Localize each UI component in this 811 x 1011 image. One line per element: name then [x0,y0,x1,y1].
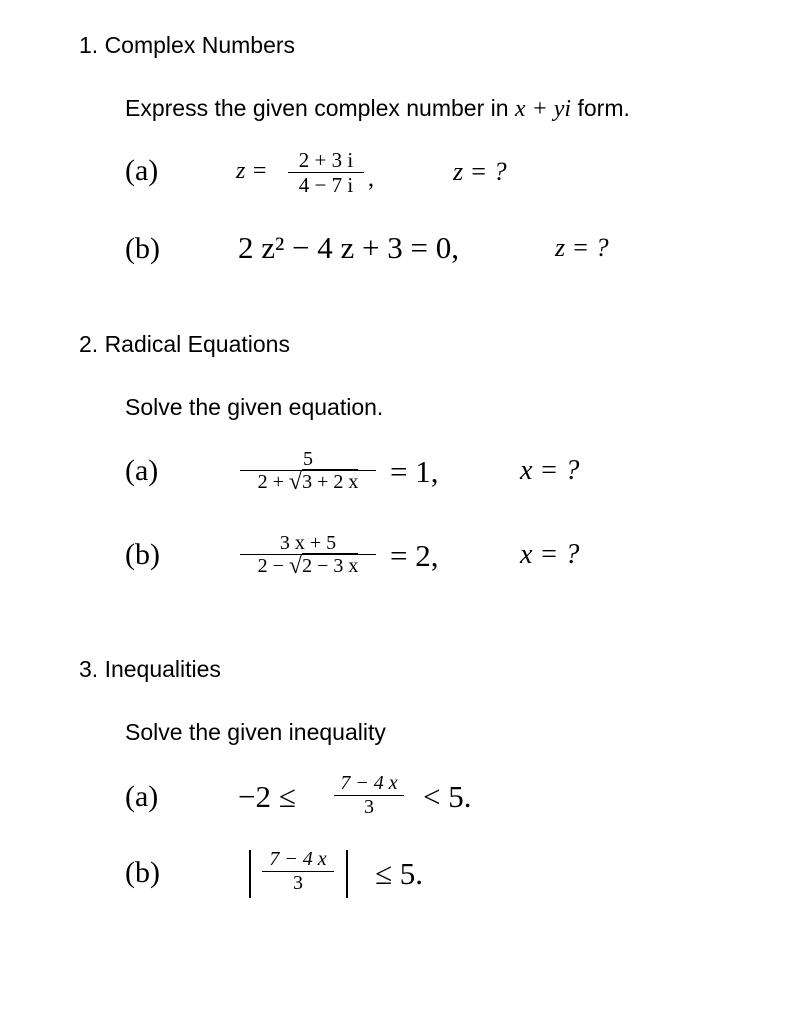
problem-3a-fraction [334,772,404,819]
fraction-numerator: 3 x + 5 [279,532,337,554]
radicand: 2 − 3 x [302,555,359,577]
problem-1a-label: (a) [125,154,159,187]
problem-1b-equation: 2 z² − 4 z + 3 = 0, [238,230,460,265]
problem-2b-ask: x = ? [520,539,580,570]
section-1-heading: 1. Complex Numbers [79,32,296,58]
problem-2b-label: (b) [125,538,160,571]
denominator-prefix: 2 + [257,471,284,493]
problem-1b-ask: z = ? [555,233,609,262]
denominator-prefix: 2 − [257,555,284,577]
problem-3b-label: (b) [125,856,160,889]
absolute-value-left-bar [249,850,251,898]
problem-1a-ask: z = ? [453,157,507,186]
problem-1a-comma: , [368,166,374,192]
radical-sign: √ [288,553,303,579]
problem-2a-fraction [240,448,376,493]
fraction-numerator: 7 − 4 x [340,772,398,794]
section-3-instruction: Solve the given inequality [125,719,386,745]
fraction-denominator [240,555,376,577]
problem-1b-label: (b) [125,232,160,265]
fraction-denominator: 3 [364,796,374,818]
absolute-value-right-bar [346,850,348,898]
fraction-denominator [240,471,376,493]
section-2-heading: 2. Radical Equations [79,331,290,357]
problem-1a-fraction [288,148,364,197]
problem-2b-fraction [240,532,376,577]
instruction-end: form. [577,95,630,121]
instruction-text: Express the given complex number in [125,95,509,121]
problem-2a-ask: x = ? [520,455,580,486]
square-root [289,555,358,577]
section-2-instruction: Solve the given equation. [125,394,384,420]
fraction-numerator: 5 [303,448,313,470]
problem-3a-label: (a) [125,780,159,813]
fraction-denominator: 3 [293,872,303,894]
problem-1a-lhs: z = [236,158,268,184]
radical-sign: √ [288,469,303,495]
radicand: 3 + 2 x [302,471,359,493]
problem-3a-lhs: −2 ≤ [238,779,296,814]
fraction-numerator: 2 + 3 i [298,148,354,172]
problem-2b-rhs: = 2, [390,538,439,573]
problem-3b-rhs: ≤ 5. [375,856,424,891]
problem-2a-rhs: = 1, [390,454,439,489]
section-1-instruction [125,95,630,123]
fraction-denominator: 4 − 7 i [298,173,354,197]
section-3-heading: 3. Inequalities [79,656,221,682]
square-root [289,471,358,493]
instruction-form: x + yi [514,96,572,122]
problem-3b-fraction [262,848,334,895]
problem-2a-label: (a) [125,454,159,487]
problem-3a-rhs: < 5. [423,779,472,814]
fraction-numerator: 7 − 4 x [269,848,327,870]
